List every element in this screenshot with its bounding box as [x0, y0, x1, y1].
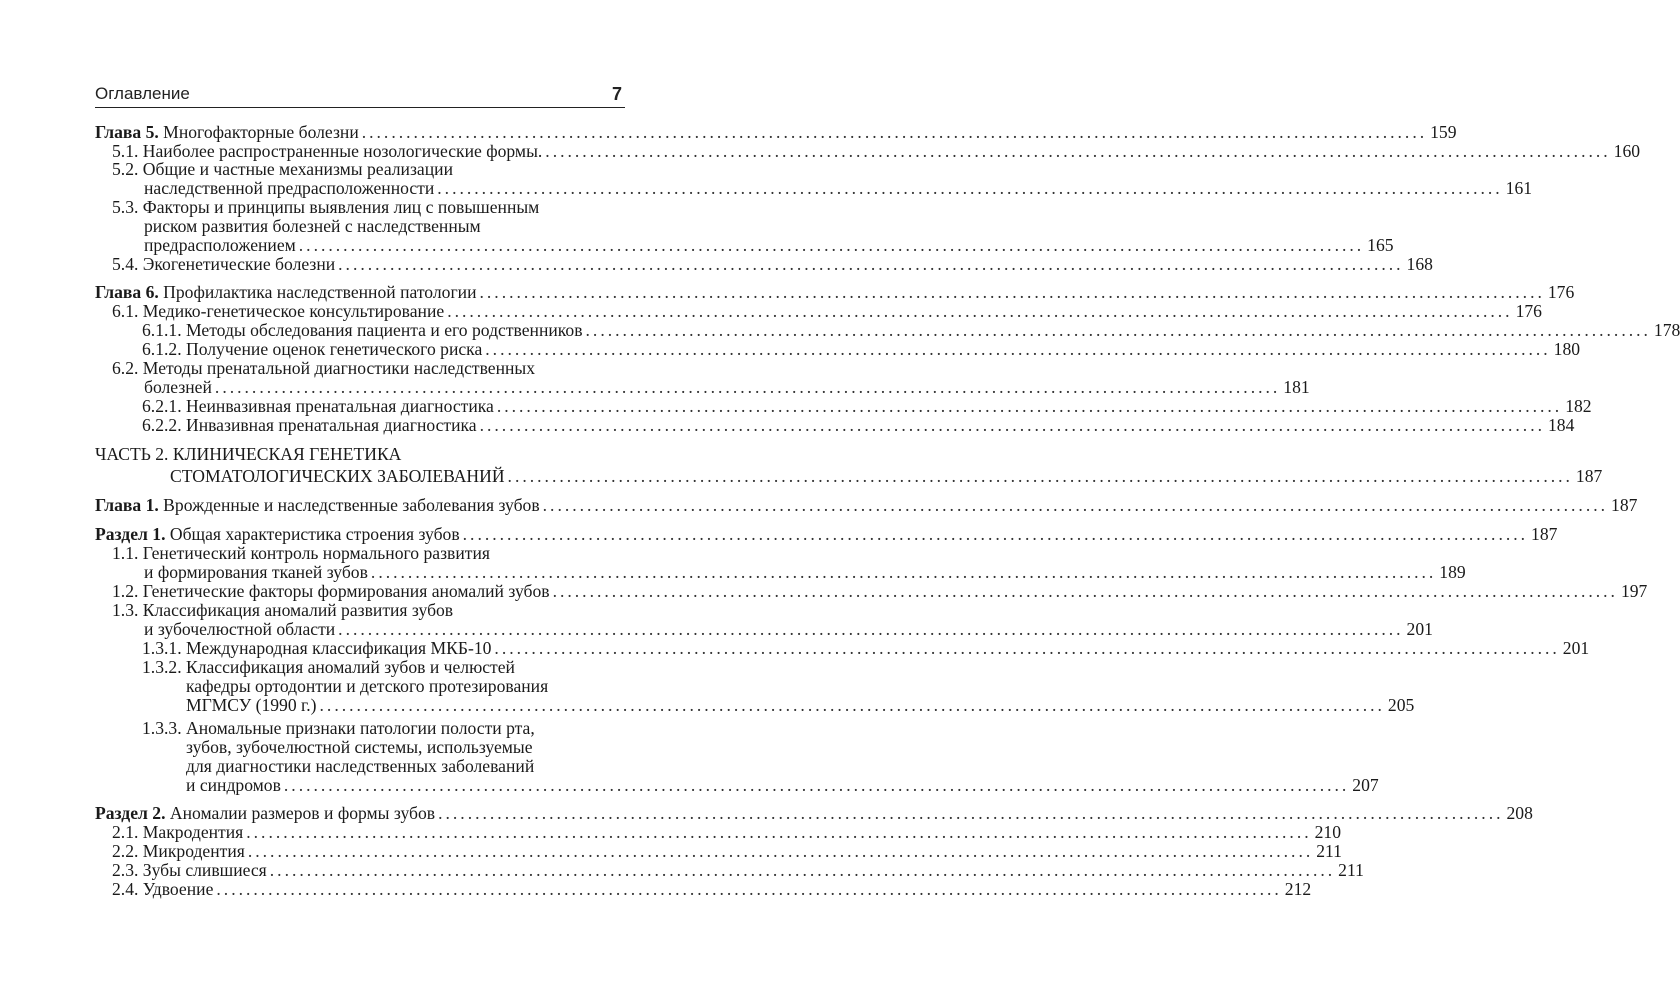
toc-entry-text: и формирования тканей зубов — [144, 562, 368, 582]
toc-page-number: 161 — [1505, 178, 1533, 198]
toc-entry-label: Раздел 1. — [95, 524, 166, 544]
toc-entry-text: 2.1. Макродентия — [112, 822, 244, 842]
toc-entry-text: 1.3.3. Аномальные признаки патологии полости рта, — [142, 718, 535, 738]
dot-leader: ................................................................................................................................................ — [552, 581, 1618, 601]
toc-entry-text: 1.2. Генетические факторы формирования аномалий зубов — [112, 581, 550, 601]
toc-entry-title: Аномалии размеров и формы зубов — [165, 803, 436, 823]
toc-page-number: 159 — [1430, 122, 1457, 142]
toc-entry-text: 6.2. Методы пренатальной диагностики наследственных — [112, 358, 536, 378]
dot-leader: ................................................................................................................................................ — [496, 396, 1563, 416]
toc-entry-text: 6.1.2. Получение оценок генетического риска — [142, 339, 483, 359]
dot-leader: ................................................................................................................................................ — [283, 775, 1350, 795]
dot-leader: ................................................................................................................................................ — [247, 841, 1314, 861]
toc-page-number: 205 — [1387, 695, 1415, 715]
dot-leader: ................................................................................................................................................ — [361, 122, 1428, 142]
toc-entry — [95, 494, 1638, 516]
toc-page-number: 201 — [1562, 638, 1590, 658]
toc-entry-text: риском развития болезней с наследственным — [144, 216, 481, 236]
toc-entry-text: и зубочелюстной области — [144, 619, 336, 639]
toc-entry-text: СТОМАТОЛОГИЧЕСКИХ ЗАБОЛЕВАНИЙ — [170, 466, 505, 486]
toc-page-number: 182 — [1565, 396, 1592, 416]
toc-entry-text — [95, 494, 540, 516]
dot-leader: ................................................................................................................................................ — [507, 466, 1573, 486]
dot-leader: ................................................................................................................................................ — [438, 803, 1504, 823]
toc-entry-text: наследственной предрасположенности — [144, 178, 435, 198]
toc-page-number: 176 — [1547, 282, 1575, 302]
toc-entry — [186, 694, 1415, 716]
dot-leader: ................................................................................................................................................ — [298, 235, 1365, 255]
toc-entry-text: 2.4. Удвоение — [112, 879, 214, 899]
toc-entry-text: 1.3.1. Международная классификация МКБ-10 — [142, 638, 492, 658]
running-header — [95, 83, 625, 108]
toc-entry-title: Многофакторные болезни — [158, 122, 359, 142]
toc-entry-text: кафедры ортодонтии и детского протезирования — [186, 676, 549, 696]
dot-leader: ................................................................................................................................................ — [479, 415, 1545, 435]
toc-entry-text: 2.2. Микродентия — [112, 841, 245, 861]
dot-leader: ................................................................................................................................................ — [485, 339, 1551, 359]
dot-leader: ................................................................................................................................................ — [462, 524, 1529, 544]
toc-entry — [170, 465, 1603, 487]
toc-entry-title: Общая характеристика строения зубов — [165, 524, 460, 544]
toc-entry-text: и синдромов — [186, 775, 281, 795]
toc-entry-label: Раздел 2. — [95, 803, 166, 823]
toc-entry-text: 5.2. Общие и частные механизмы реализации — [112, 159, 453, 179]
toc-page-number: 189 — [1439, 562, 1466, 582]
toc-entry-text: 6.2.2. Инвазивная пренатальная диагностика — [142, 415, 477, 435]
toc-page-number: 211 — [1316, 841, 1342, 861]
toc-page-number: 187 — [1531, 524, 1558, 544]
toc-entry — [112, 253, 1433, 275]
dot-leader: ................................................................................................................................................ — [437, 178, 1503, 198]
toc-entry-label: Глава 5. — [95, 122, 159, 142]
toc-entry-text: 5.3. Факторы и принципы выявления лиц с повышенным — [112, 197, 540, 217]
toc-entry-text: 5.4. Экогенетические болезни — [112, 254, 336, 274]
dot-leader: ................................................................................................................................................ — [338, 254, 1404, 274]
toc-entry-text: МГМСУ (1990 г.) — [186, 695, 317, 715]
dot-leader: ................................................................................................................................................ — [246, 822, 1312, 842]
toc-entry — [186, 774, 1379, 796]
dot-leader: ................................................................................................................................................ — [545, 141, 1611, 161]
dot-leader: ................................................................................................................................................ — [447, 301, 1513, 321]
toc-entry-text: для диагностики наследственных заболеваний — [186, 756, 535, 776]
toc-page-number: 197 — [1620, 581, 1648, 601]
dot-leader: ................................................................................................................................................ — [216, 879, 1282, 899]
toc-page-number: 208 — [1506, 803, 1533, 823]
toc-entry-label: Глава 1. — [95, 495, 159, 515]
toc-page-number: 160 — [1613, 141, 1641, 161]
toc-entry-label: Глава 6. — [95, 282, 159, 302]
toc-page-number: 210 — [1314, 822, 1342, 842]
toc-page-number: 201 — [1406, 619, 1433, 639]
dot-leader: ................................................................................................................................................ — [494, 638, 1560, 658]
dot-leader: ................................................................................................................................................ — [585, 320, 1651, 340]
header-title: Оглавление — [95, 84, 190, 103]
toc-page-number: 181 — [1283, 377, 1310, 397]
dot-leader: ................................................................................................................................................ — [370, 562, 1437, 582]
toc-entry-text: 1.1. Генетический контроль нормального развития — [112, 543, 490, 563]
toc-entry-continuation — [95, 443, 625, 465]
toc-entry-text: 6.1. Медико-генетическое консультирование — [112, 301, 445, 321]
toc-entry-text: 6.2.1. Неинвазивная пренатальная диагностика — [142, 396, 494, 416]
toc-page-number: 184 — [1547, 415, 1575, 435]
toc-page-number: 187 — [1611, 495, 1638, 515]
dot-leader: ................................................................................................................................................ — [269, 860, 1336, 880]
toc-entry-text: 2.3. Зубы слившиеся — [112, 860, 267, 880]
dot-leader: ................................................................................................................................................ — [214, 377, 1281, 397]
toc-entry — [112, 878, 1312, 900]
toc-page-number: 176 — [1515, 301, 1542, 321]
toc-entry-text: 1.3.2. Классификация аномалий зубов и челюстей — [142, 657, 515, 677]
toc-page-number: 168 — [1406, 254, 1433, 274]
page-number: 7 — [611, 84, 622, 104]
toc-entry — [142, 414, 1575, 436]
dot-leader: ................................................................................................................................................ — [479, 282, 1545, 302]
toc-entry-text: ЧАСТЬ 2. КЛИНИЧЕСКАЯ ГЕНЕТИКА — [95, 444, 402, 464]
toc-page-number: 207 — [1352, 775, 1379, 795]
toc-page-number: 178 — [1653, 320, 1680, 340]
toc-entry-text: зубов, зубочелюстной системы, используемые — [186, 737, 533, 757]
toc-page-number: 211 — [1338, 860, 1364, 880]
toc-page-number: 212 — [1284, 879, 1312, 899]
toc-page-number: 187 — [1575, 466, 1603, 486]
toc-page-number: 165 — [1367, 235, 1394, 255]
dot-leader: ................................................................................................................................................ — [542, 495, 1609, 515]
toc-entry-text: 1.3. Классификация аномалий развития зубов — [112, 600, 454, 620]
toc-entry-text: 5.1. Наиболее распространенные нозологические формы. — [112, 141, 543, 161]
toc-entry-title: Врожденные и наследственные заболевания зубов — [158, 495, 540, 515]
toc-entry-title: Профилактика наследственной патологии — [158, 282, 477, 302]
toc-entry-text: предрасположением — [144, 235, 296, 255]
dot-leader: ................................................................................................................................................ — [319, 695, 1385, 715]
toc-page-number: 180 — [1553, 339, 1581, 359]
toc-entry-text: болезней — [144, 377, 212, 397]
dot-leader: ................................................................................................................................................ — [338, 619, 1404, 639]
toc-entry-text: 6.1.1. Методы обследования пациента и его родственников — [142, 320, 583, 340]
